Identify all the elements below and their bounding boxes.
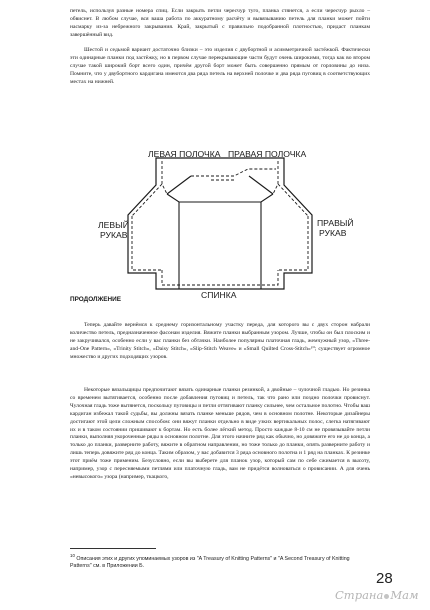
paragraph-double-breasted: Шестой и седьмой вариант достаточно близки – это изделия с двубортной и асимметричной застёжкой. Фактически эти одинарные планки под застёжку, но в первом случае перекрывающие части будут очень широкими, тогда как во втором случае такой широкий борт всего один, причём другой борт может быть совершенно прямым от горловины до низа. Помните, что у двубортного кардигана имеются два ряда петель на верхней полочке и два ряда пуговиц в соответствующих местах на нижней. (70, 47, 370, 85)
footnote (70, 552, 370, 570)
label-right-sleeve-line1: ПРАВЫЙ (317, 218, 354, 228)
watermark-dot-icon (384, 594, 389, 599)
raglan-seam-lines (132, 161, 308, 285)
paragraph-bind-off: петель, используя разные номера спиц. Если закрыть петли чересчур туго, планка стянется, а если чересчур рыхло – обвиснет. В любом случае, вся ваша работа по аккуратному расчёту и вывязыванию петель для планки может пойти насмарку из-за небрежного закрывания. Край, закрытый с правильно подобранной плотностью, придаст планкам завершённый вид. (70, 8, 370, 38)
paragraph-ribbing: Некоторые вязальщицы предпочитают вязать одинарные планки резинкой, а двойные – чулочной гладью. Но резинка со временем вытягивается, особенно после добавления пуговиц и петель, так что рано или поздно полочки провиснут. Чулочная гладь тоже вытянется, поскольку пуговицы и петли оттягивают планку сильнее, чем остальное полотно. Чтобы ваш кардиган избежал такой судьбы, вы должны вязать планке меньше рядов, чем в основном полотне. Некоторые дизайнеры достигают этой цели сложным способом: они вяжут планки отдельно в виде узких вертикальных полос, слегка натягивают их и в таком состоянии пришивают к бортам. Но есть более лёгкий метод. Просто каждые 8-10 см не провязывайте петли планки, выполняя укороченные ряды в основном полотне. Для этого начните ряд как обычно, но довяжите его не до конца, а только до планки, разверните работу, вяжите в обратном направлении, но тоже только до планки, опять разверните работу и лишь теперь довяжите ряд до конца. Таким образом, у вас добавится 3 ряда основного полотна и 1 ряд на планках. К резинке этот приём тоже применим. Безусловно, если вы выберете для планок узор, который сам по себе сжимается в высоту, например, узор с пересняемыми петлями или платочную гладь, вам не придётся волноваться о провисании. А для очень «невысокого» узора (например, ткацкого, (70, 387, 370, 480)
footnote-text: Описания этих и других упоминаемых узоров из "A Treasury of Knitting Patterns" и "A Second Treasury of Knitting Patterns" см. в Приложении Б. (70, 555, 350, 570)
section-heading: ПРОДОЛЖЕНИЕ (70, 296, 122, 303)
paragraph-patterns: Теперь давайте вернёмся к среднему горизонтальному участку переда, для которого вы с двух сторон набрали количество петель, предназначенное фасонам изделия. Вяжите планки выбранным узором. Лучше, чтобы он был плоским и не закручивался, особенно если у вас планки без обтачки. Наиболее популярны платочная гладь, жемчужный узор, «Three-and-One Pattern», «Trinity Stitch», «Daisy Stitch», «Slip-Stitch Weave» и «Small Quilted Cross-Stitch»¹⁰; существует огромное множество и других подходящих узоров. (70, 322, 370, 360)
watermark-word-2: Мам (390, 588, 419, 602)
watermark-word-1: Страна (335, 588, 384, 602)
site-watermark (335, 588, 419, 602)
label-left-front: ЛЕВАЯ ПОЛОЧКА (148, 149, 221, 159)
label-left-sleeve-line2: РУКАВ (100, 230, 128, 240)
garment-outline (128, 158, 312, 289)
footnote-number: 10 (70, 553, 75, 558)
label-right-sleeve-line2: РУКАВ (319, 228, 347, 238)
label-left-sleeve-line1: ЛЕВЫЙ (98, 220, 129, 230)
label-back: СПИНКА (201, 290, 237, 300)
footnote-divider (70, 548, 156, 549)
label-right-front: ПРАВАЯ ПОЛОЧКА (228, 149, 307, 159)
neckline-and-back (167, 176, 273, 289)
page-number: 28 (376, 570, 393, 587)
